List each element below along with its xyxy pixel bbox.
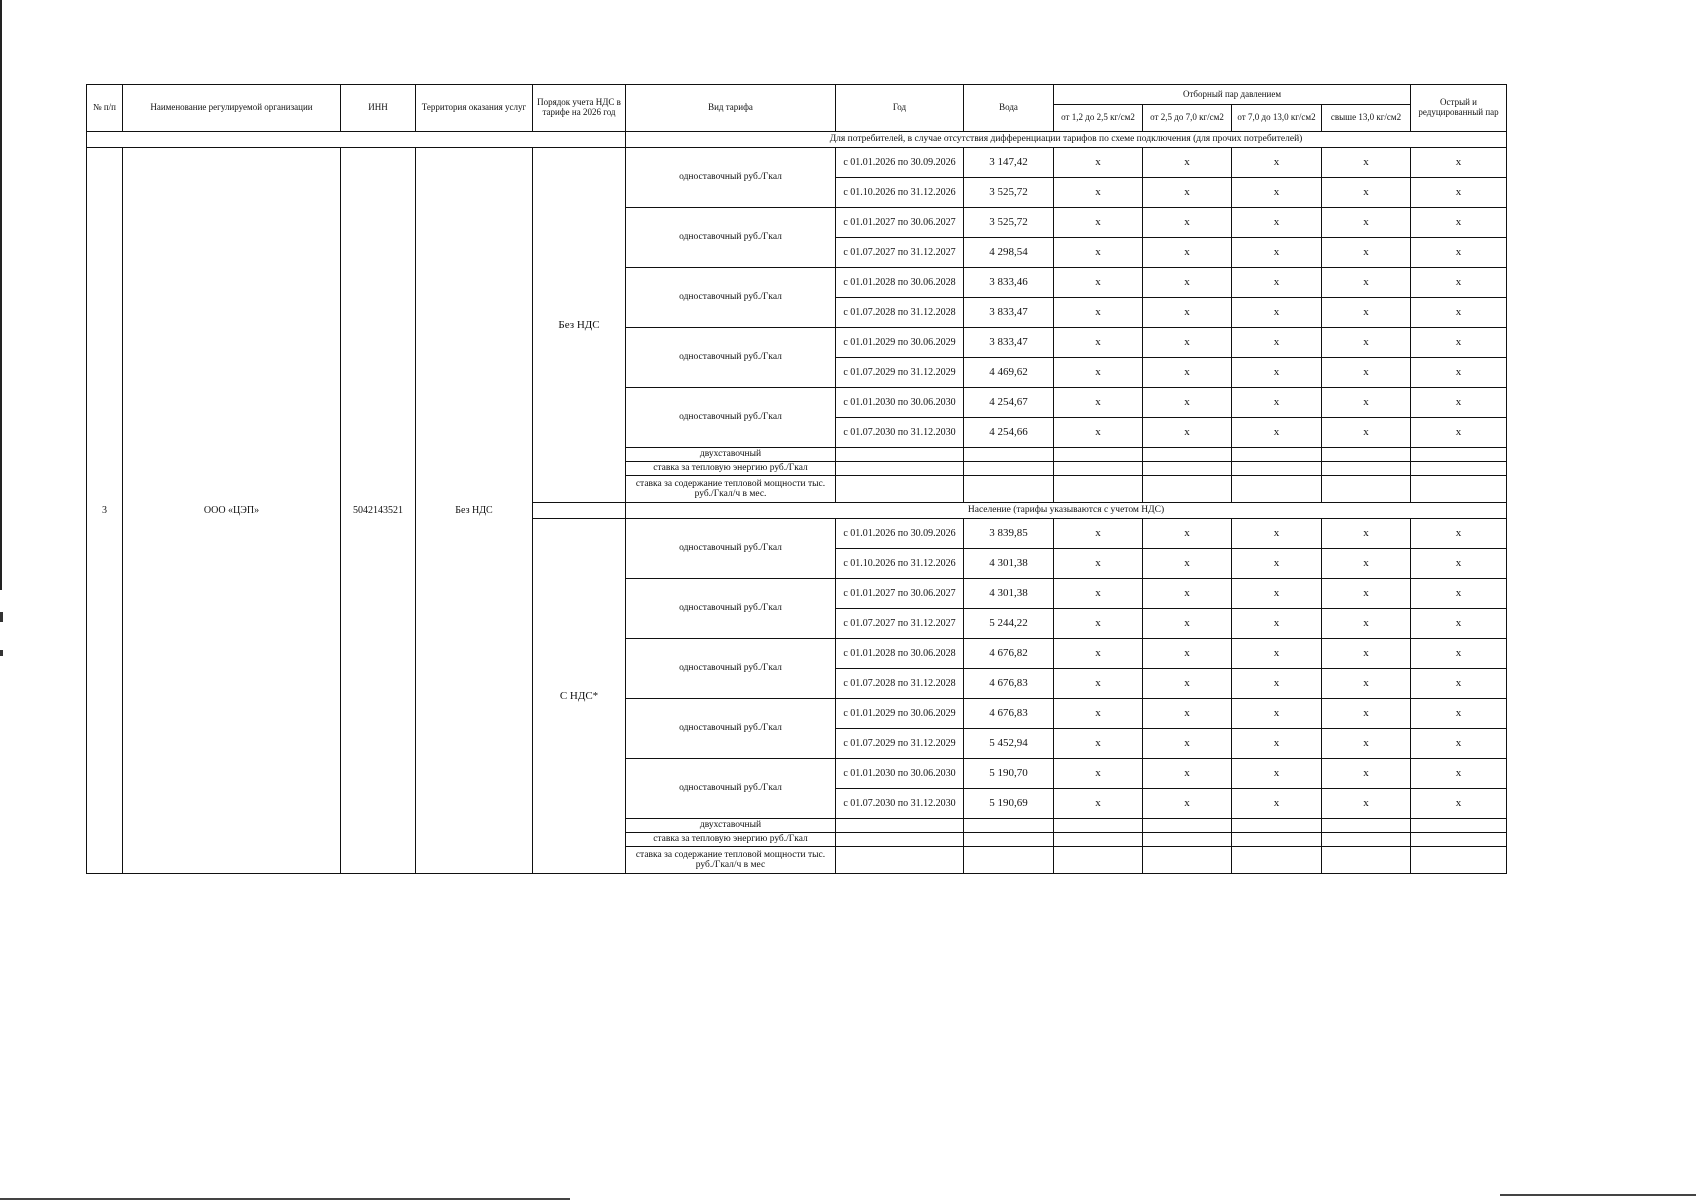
energy-rate-label: ставка за тепловую энергию руб./Гкал — [626, 462, 836, 476]
tariff-sheet — [86, 84, 1499, 874]
period-cell: с 01.07.2027 по 31.12.2027 — [836, 609, 964, 639]
x-mark: x — [1143, 519, 1232, 549]
empty-cell — [1411, 847, 1507, 874]
x-mark: x — [1232, 609, 1322, 639]
period-cell: с 01.07.2029 по 31.12.2029 — [836, 358, 964, 388]
x-mark: x — [1411, 388, 1507, 418]
header-pressure-4: свыше 13,0 кг/см2 — [1322, 105, 1411, 132]
x-mark: x — [1054, 358, 1143, 388]
header-num: № п/п — [87, 85, 123, 132]
x-mark: x — [1411, 418, 1507, 448]
period-cell: с 01.10.2026 по 31.12.2026 — [836, 178, 964, 208]
period-cell: с 01.01.2028 по 30.06.2028 — [836, 268, 964, 298]
x-mark: x — [1054, 268, 1143, 298]
row-number: 3 — [87, 148, 123, 874]
scan-left-edge — [0, 0, 2, 590]
x-mark: x — [1054, 418, 1143, 448]
empty-cell — [1411, 819, 1507, 833]
x-mark: x — [1232, 418, 1322, 448]
period-cell: с 01.01.2030 по 30.06.2030 — [836, 388, 964, 418]
tariff-row — [87, 148, 1507, 178]
period-cell: с 01.01.2029 по 30.06.2029 — [836, 699, 964, 729]
x-mark: x — [1322, 328, 1411, 358]
x-mark: x — [1411, 238, 1507, 268]
water-value: 4 301,38 — [964, 579, 1054, 609]
x-mark: x — [1411, 639, 1507, 669]
x-mark: x — [1143, 579, 1232, 609]
x-mark: x — [1322, 519, 1411, 549]
x-mark: x — [1054, 639, 1143, 669]
empty-cell — [1143, 476, 1232, 503]
x-mark: x — [1232, 789, 1322, 819]
water-value: 4 298,54 — [964, 238, 1054, 268]
header-pressure-1: от 1,2 до 2,5 кг/см2 — [1054, 105, 1143, 132]
x-mark: x — [1232, 328, 1322, 358]
x-mark: x — [1143, 358, 1232, 388]
empty-cell — [1322, 847, 1411, 874]
x-mark: x — [1232, 759, 1322, 789]
water-value: 3 833,46 — [964, 268, 1054, 298]
capacity-rate-label: ставка за содержание тепловой мощности тыс. руб./Гкал/ч в мес — [626, 847, 836, 874]
x-mark: x — [1411, 328, 1507, 358]
empty-cell — [1232, 462, 1322, 476]
x-mark: x — [1411, 789, 1507, 819]
vat-order-value: С НДС* — [533, 519, 626, 874]
tariff-table — [86, 84, 1507, 874]
x-mark: x — [1054, 669, 1143, 699]
x-mark: x — [1054, 298, 1143, 328]
empty-cell — [1054, 819, 1143, 833]
empty-cell — [1143, 819, 1232, 833]
x-mark: x — [1322, 148, 1411, 178]
header-tariff-type: Вид тарифа — [626, 85, 836, 132]
empty-cell — [1322, 819, 1411, 833]
vat-order-value: Без НДС — [533, 148, 626, 503]
x-mark: x — [1232, 549, 1322, 579]
x-mark: x — [1143, 699, 1232, 729]
org-name: ООО «ЦЭП» — [123, 148, 341, 874]
one-rate-label: одноставочный руб./Гкал — [626, 148, 836, 208]
x-mark: x — [1143, 759, 1232, 789]
one-rate-label: одноставочный руб./Гкал — [626, 328, 836, 388]
x-mark: x — [1322, 669, 1411, 699]
empty-cell — [1143, 847, 1232, 874]
x-mark: x — [1143, 238, 1232, 268]
one-rate-label: одноставочный руб./Гкал — [626, 388, 836, 448]
header-vat-order: Порядок учета НДС в тарифе на 2026 год — [533, 85, 626, 132]
blank-cell — [87, 132, 626, 148]
x-mark: x — [1411, 579, 1507, 609]
empty-cell — [1232, 448, 1322, 462]
x-mark: x — [1232, 729, 1322, 759]
one-rate-label: одноставочный руб./Гкал — [626, 579, 836, 639]
empty-cell — [836, 833, 964, 847]
x-mark: x — [1232, 178, 1322, 208]
header-steam-group: Отборный пар давлением — [1054, 85, 1411, 105]
water-value: 4 254,67 — [964, 388, 1054, 418]
period-cell: с 01.07.2028 по 31.12.2028 — [836, 298, 964, 328]
x-mark: x — [1143, 549, 1232, 579]
one-rate-label: одноставочный руб./Гкал — [626, 759, 836, 819]
empty-cell — [1054, 476, 1143, 503]
empty-cell — [964, 448, 1054, 462]
x-mark: x — [1232, 358, 1322, 388]
empty-cell — [1411, 448, 1507, 462]
water-value: 4 676,83 — [964, 699, 1054, 729]
water-value: 3 147,42 — [964, 148, 1054, 178]
x-mark: x — [1232, 268, 1322, 298]
x-mark: x — [1143, 729, 1232, 759]
header-sharp-steam: Острый и редуцированный пар — [1411, 85, 1507, 132]
empty-cell — [1322, 462, 1411, 476]
water-value: 3 833,47 — [964, 328, 1054, 358]
period-cell: с 01.01.2027 по 30.06.2027 — [836, 208, 964, 238]
header-pressure-3: от 7,0 до 13,0 кг/см2 — [1232, 105, 1322, 132]
x-mark: x — [1232, 208, 1322, 238]
water-value: 4 469,62 — [964, 358, 1054, 388]
water-value: 3 839,85 — [964, 519, 1054, 549]
x-mark: x — [1054, 759, 1143, 789]
empty-cell — [964, 847, 1054, 874]
period-cell: с 01.01.2030 по 30.06.2030 — [836, 759, 964, 789]
period-cell: с 01.01.2026 по 30.09.2026 — [836, 519, 964, 549]
two-rate-label: двухставочный — [626, 448, 836, 462]
empty-cell — [964, 819, 1054, 833]
water-value: 3 833,47 — [964, 298, 1054, 328]
x-mark: x — [1232, 669, 1322, 699]
section-title-row — [87, 132, 1507, 148]
x-mark: x — [1411, 759, 1507, 789]
x-mark: x — [1322, 388, 1411, 418]
x-mark: x — [1411, 609, 1507, 639]
x-mark: x — [1232, 238, 1322, 268]
one-rate-label: одноставочный руб./Гкал — [626, 268, 836, 328]
header-inn: ИНН — [341, 85, 416, 132]
empty-cell — [1232, 847, 1322, 874]
x-mark: x — [1143, 418, 1232, 448]
header-year: Год — [836, 85, 964, 132]
empty-cell — [1054, 833, 1143, 847]
empty-cell — [836, 819, 964, 833]
x-mark: x — [1322, 418, 1411, 448]
tariff-body — [87, 132, 1507, 874]
x-mark: x — [1411, 268, 1507, 298]
water-value: 3 525,72 — [964, 178, 1054, 208]
x-mark: x — [1322, 208, 1411, 238]
x-mark: x — [1232, 699, 1322, 729]
one-rate-label: одноставочный руб./Гкал — [626, 208, 836, 268]
x-mark: x — [1322, 639, 1411, 669]
empty-cell — [1322, 448, 1411, 462]
x-mark: x — [1232, 388, 1322, 418]
empty-cell — [1232, 476, 1322, 503]
header-pressure-2: от 2,5 до 7,0 кг/см2 — [1143, 105, 1232, 132]
x-mark: x — [1411, 549, 1507, 579]
blank-cell — [533, 503, 626, 519]
section-title: Для потребителей, в случае отсутствия дифференциации тарифов по схеме подключения (для прочих потребителей) — [626, 132, 1507, 148]
x-mark: x — [1322, 729, 1411, 759]
water-value: 5 190,70 — [964, 759, 1054, 789]
x-mark: x — [1322, 549, 1411, 579]
scan-left-tick — [0, 650, 3, 656]
x-mark: x — [1411, 148, 1507, 178]
x-mark: x — [1143, 639, 1232, 669]
empty-cell — [964, 462, 1054, 476]
period-cell: с 01.01.2029 по 30.06.2029 — [836, 328, 964, 358]
empty-cell — [1232, 833, 1322, 847]
x-mark: x — [1143, 178, 1232, 208]
x-mark: x — [1232, 639, 1322, 669]
capacity-rate-label: ставка за содержание тепловой мощности тыс. руб./Гкал/ч в мес. — [626, 476, 836, 503]
period-cell: с 01.07.2028 по 31.12.2028 — [836, 669, 964, 699]
x-mark: x — [1411, 178, 1507, 208]
x-mark: x — [1232, 298, 1322, 328]
x-mark: x — [1054, 729, 1143, 759]
x-mark: x — [1054, 148, 1143, 178]
period-cell: с 01.07.2027 по 31.12.2027 — [836, 238, 964, 268]
x-mark: x — [1322, 268, 1411, 298]
period-cell: с 01.07.2029 по 31.12.2029 — [836, 729, 964, 759]
x-mark: x — [1411, 358, 1507, 388]
period-cell: с 01.01.2028 по 30.06.2028 — [836, 639, 964, 669]
x-mark: x — [1232, 579, 1322, 609]
x-mark: x — [1322, 759, 1411, 789]
empty-cell — [1322, 833, 1411, 847]
x-mark: x — [1054, 549, 1143, 579]
x-mark: x — [1322, 178, 1411, 208]
x-mark: x — [1411, 669, 1507, 699]
empty-cell — [1143, 833, 1232, 847]
x-mark: x — [1322, 789, 1411, 819]
x-mark: x — [1143, 789, 1232, 819]
scan-bottom-line — [1500, 1194, 1696, 1196]
empty-cell — [1322, 476, 1411, 503]
empty-cell — [1411, 833, 1507, 847]
one-rate-label: одноставочный руб./Гкал — [626, 519, 836, 579]
x-mark: x — [1411, 699, 1507, 729]
empty-cell — [836, 448, 964, 462]
header-org: Наименование регулируемой организации — [123, 85, 341, 132]
x-mark: x — [1143, 148, 1232, 178]
x-mark: x — [1232, 519, 1322, 549]
x-mark: x — [1322, 579, 1411, 609]
empty-cell — [1232, 819, 1322, 833]
x-mark: x — [1322, 699, 1411, 729]
period-cell: с 01.01.2027 по 30.06.2027 — [836, 579, 964, 609]
x-mark: x — [1143, 328, 1232, 358]
empty-cell — [1411, 462, 1507, 476]
period-cell: с 01.01.2026 по 30.09.2026 — [836, 148, 964, 178]
x-mark: x — [1232, 148, 1322, 178]
x-mark: x — [1143, 388, 1232, 418]
x-mark: x — [1054, 238, 1143, 268]
x-mark: x — [1054, 388, 1143, 418]
x-mark: x — [1054, 579, 1143, 609]
empty-cell — [836, 462, 964, 476]
water-value: 4 301,38 — [964, 549, 1054, 579]
empty-cell — [1054, 448, 1143, 462]
x-mark: x — [1143, 268, 1232, 298]
x-mark: x — [1411, 519, 1507, 549]
empty-cell — [964, 476, 1054, 503]
empty-cell — [1143, 462, 1232, 476]
x-mark: x — [1143, 669, 1232, 699]
x-mark: x — [1054, 519, 1143, 549]
x-mark: x — [1054, 699, 1143, 729]
x-mark: x — [1143, 298, 1232, 328]
empty-cell — [1054, 462, 1143, 476]
empty-cell — [836, 847, 964, 874]
empty-cell — [1143, 448, 1232, 462]
period-cell: с 01.07.2030 по 31.12.2030 — [836, 418, 964, 448]
inn-value: 5042143521 — [341, 148, 416, 874]
header-water: Вода — [964, 85, 1054, 132]
water-value: 5 244,22 — [964, 609, 1054, 639]
x-mark: x — [1054, 609, 1143, 639]
x-mark: x — [1322, 358, 1411, 388]
water-value: 4 254,66 — [964, 418, 1054, 448]
water-value: 3 525,72 — [964, 208, 1054, 238]
territory-value: Без НДС — [416, 148, 533, 874]
water-value: 4 676,82 — [964, 639, 1054, 669]
x-mark: x — [1322, 298, 1411, 328]
period-cell: с 01.10.2026 по 31.12.2026 — [836, 549, 964, 579]
one-rate-label: одноставочный руб./Гкал — [626, 699, 836, 759]
one-rate-label: одноставочный руб./Гкал — [626, 639, 836, 699]
x-mark: x — [1322, 609, 1411, 639]
water-value: 5 452,94 — [964, 729, 1054, 759]
x-mark: x — [1054, 178, 1143, 208]
x-mark: x — [1143, 609, 1232, 639]
water-value: 5 190,69 — [964, 789, 1054, 819]
period-cell: с 01.07.2030 по 31.12.2030 — [836, 789, 964, 819]
empty-cell — [1054, 847, 1143, 874]
x-mark: x — [1143, 208, 1232, 238]
x-mark: x — [1054, 208, 1143, 238]
x-mark: x — [1322, 238, 1411, 268]
x-mark: x — [1411, 729, 1507, 759]
section-title: Население (тарифы указываются с учетом НДС) — [626, 503, 1507, 519]
x-mark: x — [1054, 328, 1143, 358]
water-value: 4 676,83 — [964, 669, 1054, 699]
energy-rate-label: ставка за тепловую энергию руб./Гкал — [626, 833, 836, 847]
empty-cell — [836, 476, 964, 503]
scan-left-tick — [0, 612, 3, 622]
x-mark: x — [1411, 298, 1507, 328]
x-mark: x — [1054, 789, 1143, 819]
two-rate-label: двухставочный — [626, 819, 836, 833]
x-mark: x — [1411, 208, 1507, 238]
empty-cell — [964, 833, 1054, 847]
header-territory: Территория оказания услуг — [416, 85, 533, 132]
empty-cell — [1411, 476, 1507, 503]
